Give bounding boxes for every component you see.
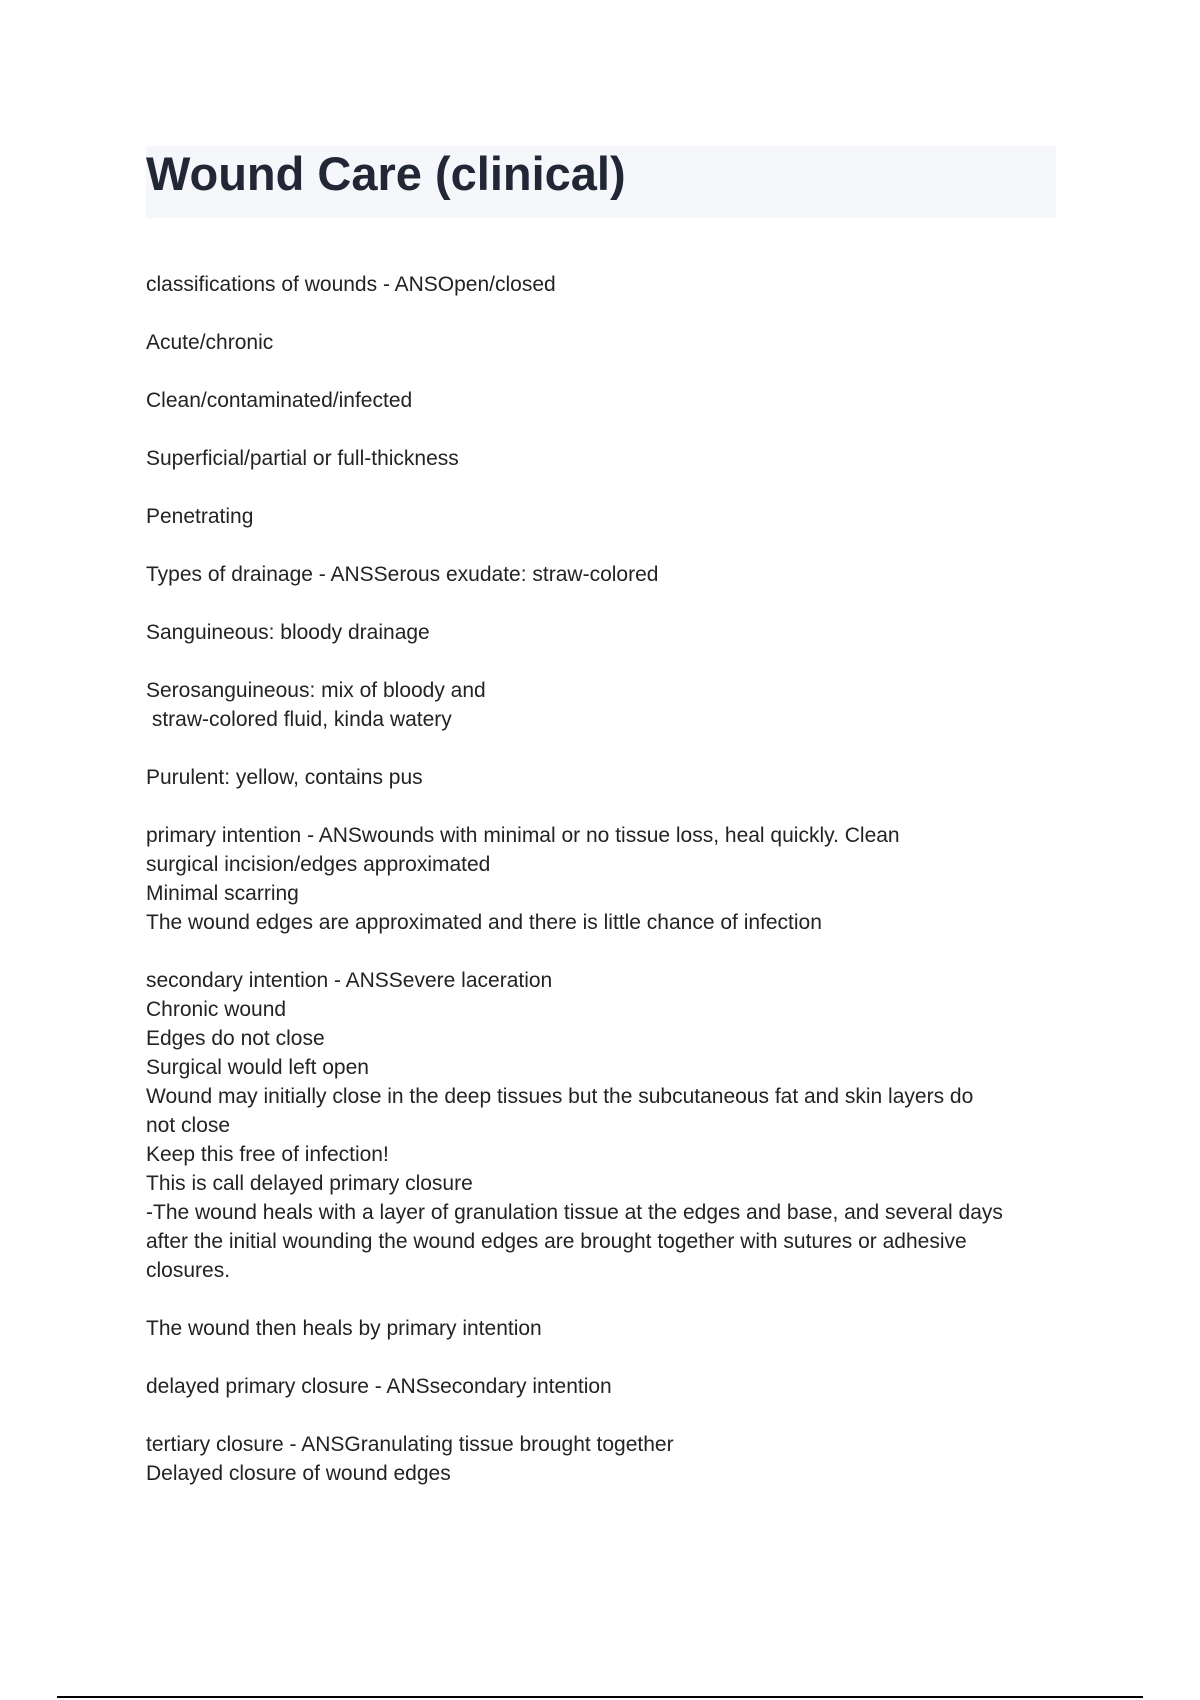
- text-line: Delayed closure of wound edges: [146, 1462, 451, 1485]
- entry-delayed-primary-closure: [146, 1372, 1061, 1401]
- entry-heals-by-primary: [146, 1314, 1061, 1343]
- entry-purulent: [146, 763, 1061, 792]
- text-line: Types of drainage - ANSSerous exudate: straw-colored: [146, 563, 659, 586]
- text-line: delayed primary closure - ANSsecondary intention: [146, 1375, 612, 1398]
- entry-sanguineous: [146, 618, 1061, 647]
- document-title: Wound Care (clinical): [146, 147, 626, 200]
- text-line: Purulent: yellow, contains pus: [146, 766, 423, 789]
- text-line: Sanguineous: bloody drainage: [146, 621, 430, 644]
- text-line: after the initial wounding the wound edges are brought together with sutures or adhesive: [146, 1230, 967, 1253]
- text-line: straw-colored fluid, kinda watery: [146, 708, 452, 731]
- entry-superficial: [146, 444, 1061, 473]
- text-line: Minimal scarring: [146, 882, 299, 905]
- entry-acute-chronic: [146, 328, 1061, 357]
- text-line: The wound then heals by primary intention: [146, 1317, 542, 1340]
- text-line: Edges do not close: [146, 1027, 325, 1050]
- text-line: secondary intention - ANSSevere laceration: [146, 969, 553, 992]
- text-line: Serosanguineous: mix of bloody and: [146, 679, 486, 702]
- entry-classifications: [146, 270, 1061, 299]
- text-line: -The wound heals with a layer of granulation tissue at the edges and base, and several days: [146, 1201, 1003, 1224]
- entry-primary-intention: [146, 821, 1061, 937]
- entry-penetrating: [146, 502, 1061, 531]
- text-line: not close: [146, 1114, 231, 1137]
- entry-secondary-intention: [146, 966, 1061, 1285]
- text-line: tertiary closure - ANSGranulating tissue brought together: [146, 1433, 674, 1456]
- entry-clean-contaminated: [146, 386, 1061, 415]
- text-line: closures.: [146, 1259, 231, 1282]
- text-line: Keep this free of infection!: [146, 1143, 389, 1166]
- text-line: Acute/chronic: [146, 331, 274, 354]
- footer-divider: [57, 1696, 1143, 1698]
- entry-serosanguineous: [146, 676, 1061, 734]
- text-line: Chronic wound: [146, 998, 287, 1021]
- text-line: Wound may initially close in the deep tissues but the subcutaneous fat and skin layers do: [146, 1085, 974, 1108]
- text-line: Penetrating: [146, 505, 254, 528]
- entry-types-of-drainage: [146, 560, 1061, 589]
- entry-tertiary-closure: [146, 1430, 1061, 1488]
- document-body: [146, 270, 1061, 1517]
- text-line: Surgical would left open: [146, 1056, 369, 1079]
- text-line: surgical incision/edges approximated: [146, 853, 491, 876]
- text-line: This is call delayed primary closure: [146, 1172, 473, 1195]
- text-line: The wound edges are approximated and there is little chance of infection: [146, 911, 822, 934]
- text-line: classifications of wounds - ANSOpen/closed: [146, 273, 556, 296]
- text-line: Clean/contaminated/infected: [146, 389, 413, 412]
- text-line: primary intention - ANSwounds with minimal or no tissue loss, heal quickly. Clean: [146, 824, 900, 847]
- text-line: Superficial/partial or full-thickness: [146, 447, 459, 470]
